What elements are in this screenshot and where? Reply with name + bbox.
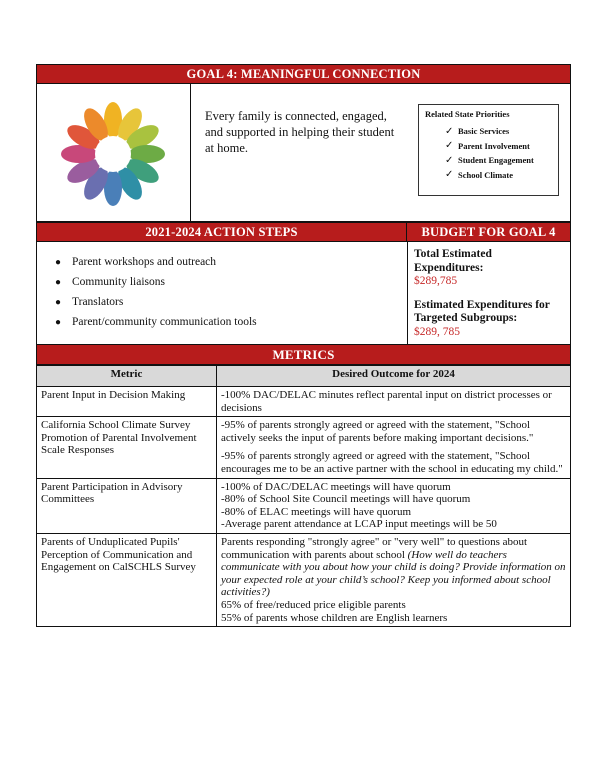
checkmark-icon: ✓	[445, 140, 454, 152]
checkmark-icon: ✓	[445, 125, 454, 137]
targeted-expenditures-label: Estimated Expenditures for Targeted Subgroups:	[414, 298, 550, 324]
budget-cell	[408, 242, 570, 344]
mission-statement: Every family is connected, engaged, and supported in helping their student at home.	[205, 109, 395, 155]
bullet-icon: ●	[55, 316, 62, 328]
priority-item: ✓ Basic Services	[445, 125, 510, 137]
goal-summary-row	[36, 84, 571, 222]
outcome-line: -80% of School Site Council meetings will have quorum	[221, 493, 471, 506]
list-item: ● Parent workshops and outreach	[55, 256, 217, 268]
outcome-line: 55% of parents whose children are English learners	[221, 611, 448, 624]
outcome-column-header: Desired Outcome for 2024	[217, 366, 571, 387]
priority-item: ✓ Parent Involvement	[445, 140, 530, 152]
logo-cell	[37, 84, 191, 221]
bullet-icon: ●	[55, 276, 62, 288]
goal-title: GOAL 4: MEANINGFUL CONNECTION	[36, 64, 571, 84]
outcome-cell: -100% DAC/DELAC minutes reflect parental input on district processes or decisions	[217, 387, 571, 417]
metric-cell: Parents of Unduplicated Pupils' Perception of Communication and Engagement on CalSCHLS Survey	[37, 533, 217, 626]
outcome-italic-questions: (How well do teachers communicate with you about how your child is doing? Provide information on your expected role at your child’s school? Keep you informed about school activities?)	[221, 548, 566, 599]
section-header-row	[36, 222, 571, 242]
list-item: ● Community liaisons	[55, 276, 165, 288]
metric-cell: Parent Participation in Advisory Committees	[37, 478, 217, 533]
action-steps-list	[55, 252, 257, 332]
list-item: ● Parent/community communication tools	[55, 316, 257, 328]
bullet-icon: ●	[55, 256, 62, 268]
outcome-line: -Average parent attendance at LCAP input meetings will be 50	[221, 518, 497, 531]
state-priorities-box	[418, 104, 559, 196]
outcome-line: -80% of ELAC meetings will have quorum	[221, 505, 412, 518]
checkmark-icon: ✓	[445, 169, 454, 181]
total-expenditures-label: Total Estimated Expenditures:	[414, 248, 492, 274]
action-steps-header: 2021-2024 ACTION STEPS	[36, 222, 407, 242]
table-row	[37, 533, 571, 626]
bullet-icon: ●	[55, 296, 62, 308]
mission-cell	[191, 84, 570, 221]
outcome-line: -95% of parents strongly agreed or agreed with the statement, "School encourages me to be an active partner with the school in educating my child."	[221, 450, 563, 475]
targeted-expenditures-value: $289, 785	[414, 325, 460, 338]
metrics-header: METRICS	[36, 344, 571, 365]
state-priorities-title: Related State Priorities	[425, 109, 510, 119]
outcome-paragraph	[221, 536, 566, 599]
table-row	[37, 417, 571, 478]
outcome-intro: Parents responding "strongly agree" or "very well" to questions about communication with parents about school	[221, 535, 528, 561]
priority-item: ✓ Student Engagement	[445, 154, 534, 166]
table-header-row	[37, 366, 571, 387]
total-expenditures-value: $289,785	[414, 275, 458, 287]
budget-header: BUDGET FOR GOAL 4	[407, 222, 571, 242]
outcome-line: -100% of DAC/DELAC meetings will have quorum	[221, 480, 451, 493]
table-row	[37, 387, 571, 417]
actions-budget-row	[36, 242, 571, 344]
outcome-cell	[217, 533, 571, 626]
outcome-cell	[217, 478, 571, 533]
metrics-table	[36, 365, 571, 627]
metric-cell: California School Climate Survey Promotion of Parental Involvement Scale Responses	[37, 417, 217, 478]
goal-page	[36, 64, 571, 627]
colorful-circle-logo-icon	[55, 96, 171, 212]
outcome-cell	[217, 417, 571, 478]
metric-cell: Parent Input in Decision Making	[37, 387, 217, 417]
metric-column-header: Metric	[37, 366, 217, 387]
outcome-line: 65% of free/reduced price eligible parents	[221, 598, 406, 611]
checkmark-icon: ✓	[445, 154, 454, 166]
table-row	[37, 478, 571, 533]
priority-item: ✓ School Climate	[445, 169, 514, 181]
list-item: ● Translators	[55, 296, 124, 308]
action-steps-cell	[37, 242, 408, 344]
outcome-line: -95% of parents strongly agreed or agreed with the statement, "School actively seeks the input of parents before making important decisions."	[221, 419, 534, 444]
